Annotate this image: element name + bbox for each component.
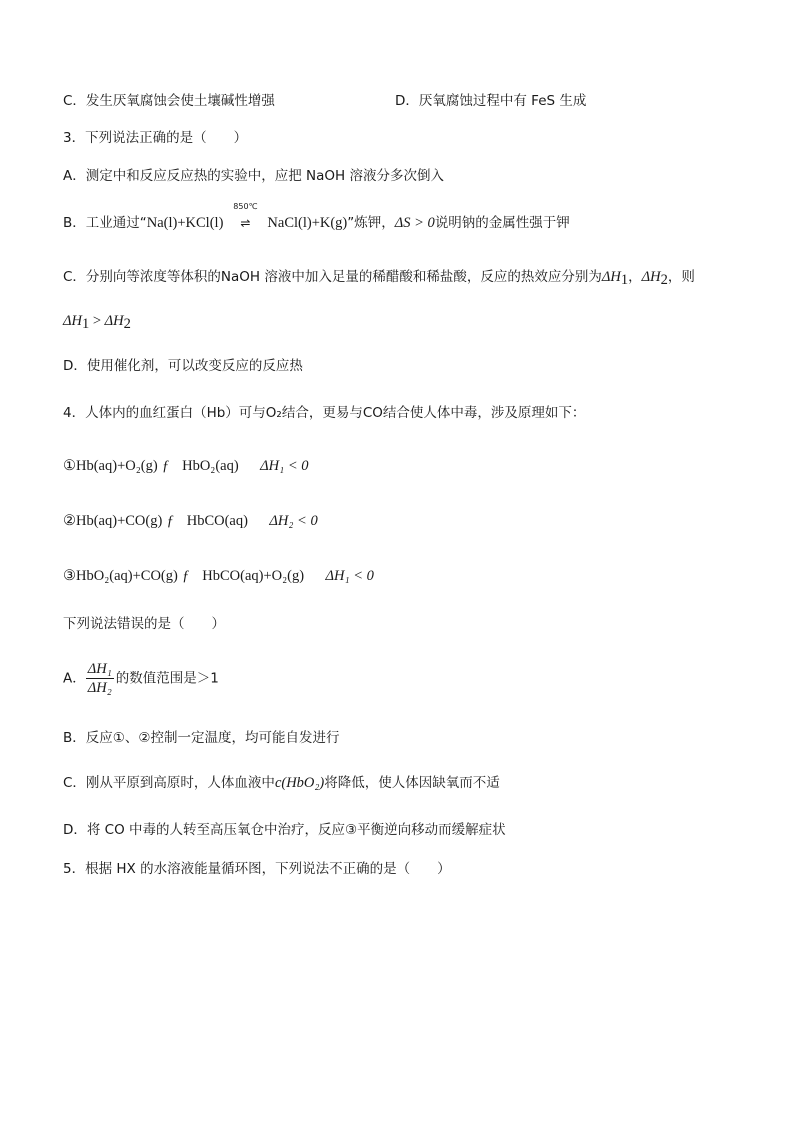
q4-reaction-3 <box>63 566 374 586</box>
q3-option-a: A．测定中和反应反应热的实验中，应把 NaOH 溶液分多次倒入 <box>63 168 444 184</box>
q4-r1-dh: ΔH₁ < 0 <box>260 458 309 474</box>
q3-option-d: D．使用催化剂，可以改变反应的反应热 <box>63 358 303 374</box>
q4-option-c-prefix: C．刚从平原到高原时，人体血液中 <box>63 775 275 791</box>
q4-option-a-denominator: ΔH₂ <box>87 680 112 696</box>
q4-r3-dh: ΔH₁ < 0 <box>325 568 374 584</box>
q4-option-a-suffix: 的数值范围是＞1 <box>115 670 219 687</box>
equilibrium-icon: ƒ <box>166 513 174 529</box>
q3-option-b-arrow-label: 850℃ <box>233 202 258 211</box>
q4-option-a-numerator: ΔH₁ <box>87 661 112 677</box>
q3-option-c-dh2-sub: 2 <box>660 272 668 288</box>
q3-option-c-line2-a-sub: 1 <box>81 316 90 332</box>
q4-r2-right: HbCO(aq) <box>186 513 248 529</box>
q4-reaction-1 <box>63 456 308 476</box>
q4-r1-left: ①Hb(aq)+O₂(g) <box>63 458 158 474</box>
q4-option-c <box>63 773 500 793</box>
q4-ask: 下列说法错误的是（ ） <box>63 616 225 632</box>
q3-option-c-text: C．分别向等浓度等体积的NaOH 溶液中加入足量的稀醋酸和稀盐酸，反应的热效应分别为 <box>63 269 602 285</box>
q4-r3-left: ③HbO₂(aq)+CO(g) <box>63 568 178 584</box>
q4-r3-right: HbCO(aq)+O₂(g) <box>202 568 305 584</box>
q3-option-c-dh1: ΔH <box>601 269 621 285</box>
q3-option-c-sep: ， <box>628 269 642 285</box>
q3-option-c-line2 <box>63 311 131 331</box>
q3-option-b-prefix: B．工业通过“ <box>63 215 147 231</box>
q3-option-b-mid: ”炼钾， <box>347 215 395 231</box>
equilibrium-icon: ƒ <box>161 458 170 474</box>
q3-option-c <box>63 267 695 287</box>
q3-option-c-line2-b: ΔH <box>104 313 124 329</box>
q4-option-b: B．反应①、②控制一定温度，均可能自发进行 <box>63 730 340 746</box>
q4-reaction-2 <box>63 511 318 531</box>
q4-stem: 4．人体内的血红蛋白（Hb）可与O₂结合，更易与CO结合使人体中毒，涉及原理如下： <box>63 405 586 421</box>
q3-option-c-dh1-sub: 1 <box>620 272 629 288</box>
equilibrium-icon: ƒ <box>182 568 190 584</box>
q2-option-c: C．发生厌氧腐蚀会使土壤碱性增强 <box>63 93 275 109</box>
q4-option-c-math: c(HbO₂) <box>274 775 325 791</box>
q3-option-b-reactants: Na(l)+KCl(l) <box>146 215 224 231</box>
q4-r2-dh: ΔH₂ < 0 <box>269 513 318 529</box>
q3-option-b <box>63 202 570 233</box>
q4-r2-left: ②Hb(aq)+CO(g) <box>63 513 163 529</box>
q3-option-c-line2-b-sub: 2 <box>123 316 131 332</box>
q3-option-b-products: NaCl(l)+K(g) <box>267 215 348 231</box>
q4-option-d: D．将 CO 中毒的人转至高压氧仓中治疗，反应③平衡逆向移动而缓解症状 <box>63 822 506 838</box>
q3-option-b-suffix: 说明钠的金属性强于钾 <box>434 215 570 231</box>
reversible-arrow-icon <box>223 202 267 233</box>
q4-option-a-prefix: A． <box>63 670 86 687</box>
q3-option-b-arrow-glyph: ⇌ <box>240 216 251 230</box>
q5-stem: 5．根据 HX 的水溶液能量循环图，下列说法不正确的是（ ） <box>63 861 451 877</box>
q4-option-a <box>63 660 219 697</box>
q3-option-c-line2-a: ΔH <box>63 313 82 329</box>
q4-option-c-suffix: 将降低，使人体因缺氧而不适 <box>324 775 500 791</box>
q4-option-a-fraction <box>86 660 114 697</box>
q3-option-c-dh2: ΔH <box>641 269 661 285</box>
q3-option-c-line2-op: > <box>89 313 105 329</box>
q3-stem: 3．下列说法正确的是（ ） <box>63 130 248 146</box>
q4-r1-right: HbO₂(aq) <box>182 458 239 474</box>
q3-option-c-end: ，则 <box>667 269 695 285</box>
q2-option-d: D．厌氧腐蚀过程中有 FeS 生成 <box>395 93 587 109</box>
q3-option-b-math: ΔS > 0 <box>394 215 435 231</box>
